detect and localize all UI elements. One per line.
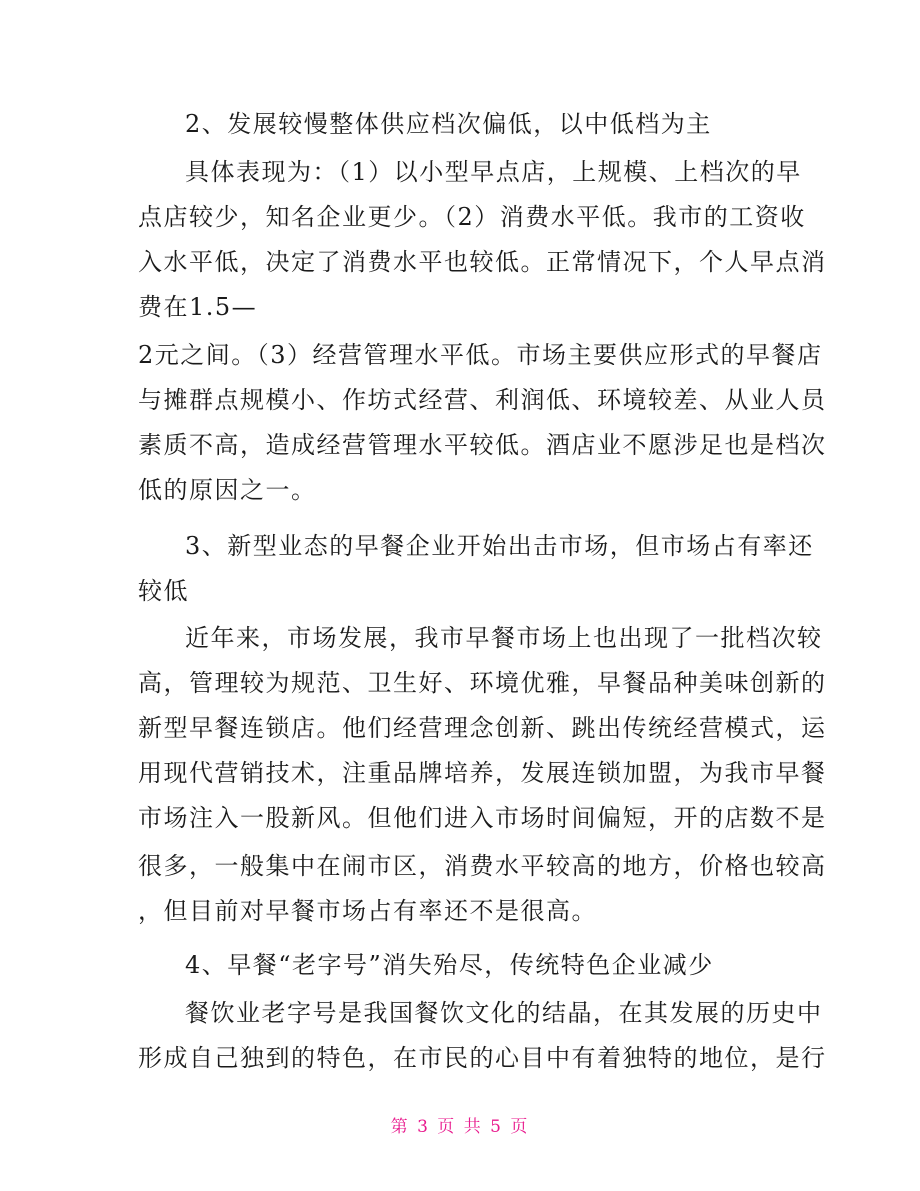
paragraph-line: 低的原因之一。 (138, 476, 317, 504)
paragraph-line: 用现代营销技术，注重品牌培养，发展连锁加盟，为我市早餐 (138, 759, 827, 787)
heading-3: 3、新型业态的早餐企业开始出击市场，但市场占有率还 (185, 532, 814, 560)
page-footer: 第 3 页 共 5 页 (390, 1117, 530, 1137)
paragraph-line: 市场注入一股新风。但他们进入市场时间偏短，开的店数不是 (138, 804, 827, 832)
paragraph-line: 具体表现为：（1）以小型早点店，上规模、上档次的早 (185, 158, 802, 186)
paragraph-line: 点店较少，知名企业更少。（2）消费水平低。我市的工资收 (138, 203, 806, 231)
paragraph-line: 与摊群点规模小、作坊式经营、利润低、环境较差、从业人员 (138, 386, 827, 414)
paragraph-line: 形成自己独到的特色，在市民的心目中有着独特的地位，是行 (138, 1044, 827, 1072)
paragraph-line: 近年来，市场发展，我市早餐市场上也出现了一批档次较 (185, 624, 823, 652)
paragraph-line: 2元之间。（3）经营管理水平低。市场主要供应形式的早餐店 (138, 341, 823, 369)
paragraph-line: 素质不高，造成经营管理水平较低。酒店业不愿涉足也是档次 (138, 431, 827, 459)
paragraph-line: 高，管理较为规范、卫生好、环境优雅，早餐品种美味创新的 (138, 669, 827, 697)
paragraph-line: 餐饮业老字号是我国餐饮文化的结晶，在其发展的历史中 (185, 999, 823, 1027)
heading-2: 2、发展较慢整体供应档次偏低，以中低档为主 (185, 110, 712, 138)
paragraph-line: 入水平低，决定了消费水平也较低。正常情况下，个人早点消 (138, 248, 827, 276)
heading-3-continuation: 较低 (138, 577, 189, 605)
paragraph-line: ，但目前对早餐市场占有率还不是很高。 (138, 897, 597, 925)
heading-4: 4、早餐“老字号”消失殆尽，传统特色企业减少 (185, 951, 714, 979)
paragraph-line: 新型早餐连锁店。他们经营理念创新、跳出传统经营模式，运 (138, 714, 827, 742)
paragraph-line: 很多，一般集中在闹市区，消费水平较高的地方，价格也较高 (138, 852, 827, 880)
paragraph-line: 费在1.5— (138, 293, 258, 321)
